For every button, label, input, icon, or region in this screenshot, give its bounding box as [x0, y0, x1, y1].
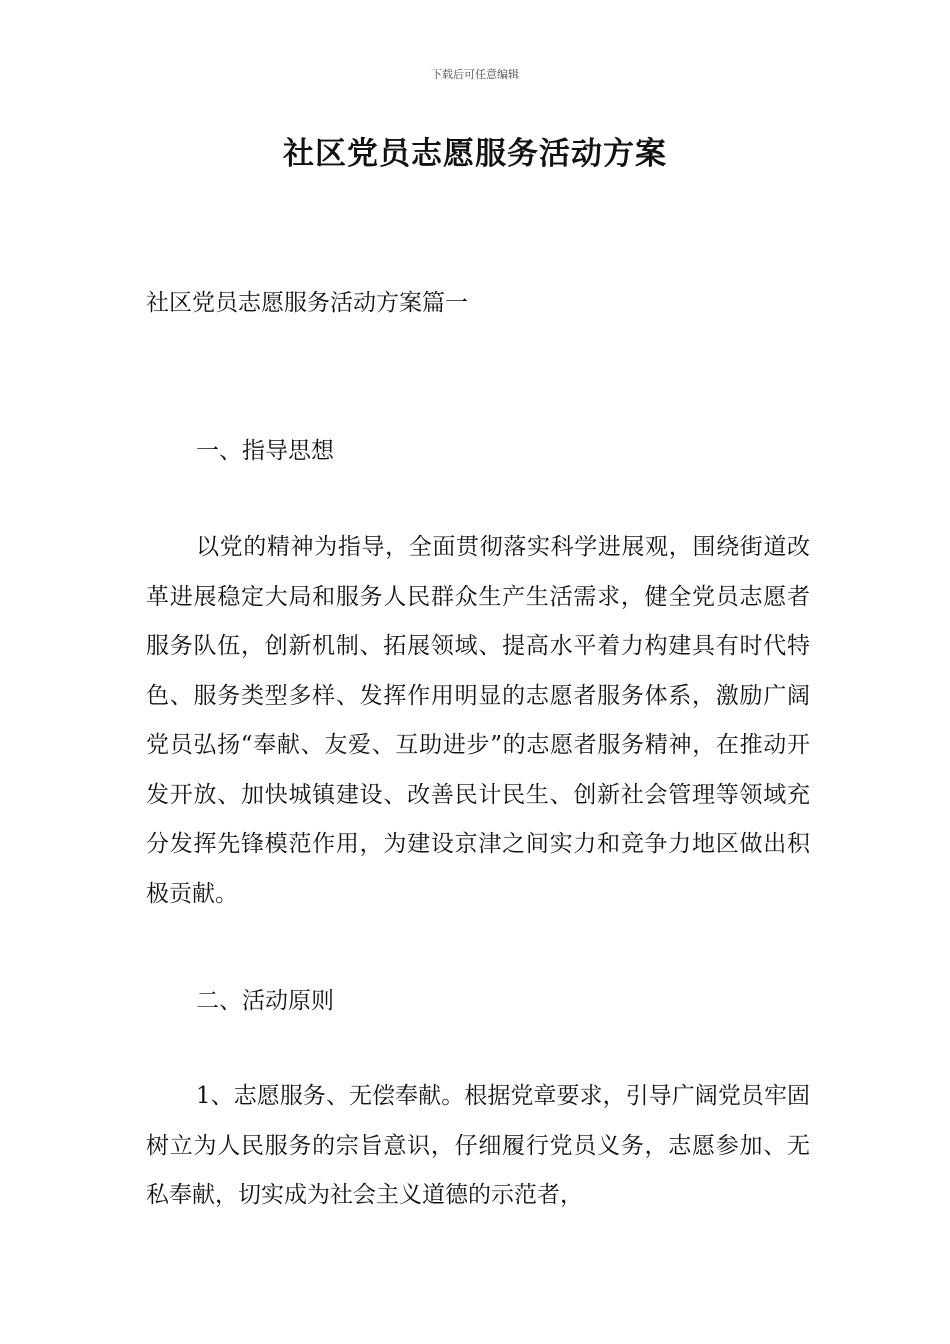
section-heading-activity-principles: 二、活动原则 [196, 988, 334, 1014]
section-paragraph-activity-principles: 1、志愿服务、无偿奉献。根据党章要求，引导广阔党员牢固树立为人民服务的宗旨意识，仔细履行党员义务，志愿参加、无私奉献，切实成为社会主义道德的示范者， [146, 1083, 810, 1208]
document-title: 社区党员志愿服务活动方案 [283, 136, 667, 172]
document-subtitle: 社区党员志愿服务活动方案篇一 [146, 290, 468, 316]
section-paragraph-guiding-ideology: 以党的精神为指导，全面贯彻落实科学进展观，围绕街道改革进展稳定大局和服务人民群众生产生活需求，健全党员志愿者服务队伍，创新机制、拓展领域、提高水平着力构建具有时代特色、服务类型多样、发挥作用明显的志愿者服务体系，激励广阔党员弘扬“奉献、友爱、互助进步”的志愿者服务精神，在推动开发开放、加快城镇建设、改善民计民生、创新社会管理等领域充分发挥先锋模范作用，为建设京津之间实力和竞争力地区做出积极贡献。 [146, 534, 810, 907]
section-heading-guiding-ideology: 一、指导思想 [196, 438, 334, 464]
header-note: 下载后可任意编辑 [431, 68, 519, 81]
